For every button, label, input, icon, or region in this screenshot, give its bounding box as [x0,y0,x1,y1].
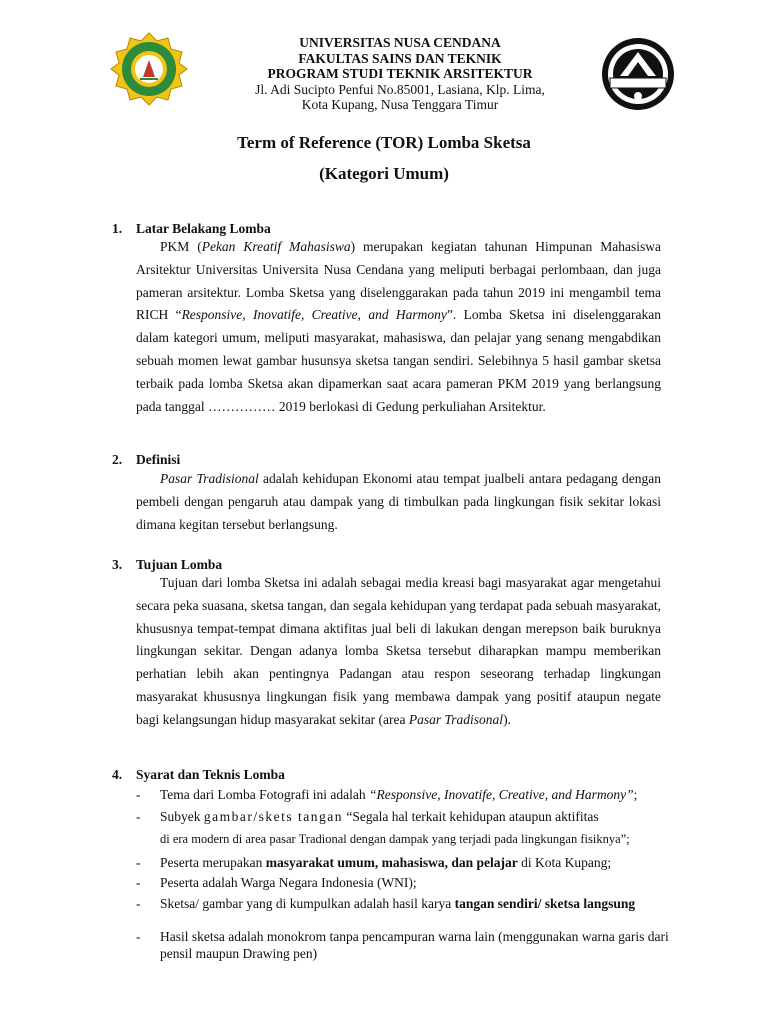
section-2-paragraph: Pasar Tradisional adalah kehidupan Ekonomi atau tempat jualbeli antara pedagang dengan pembeli dengan pengaruh atau dampak yang di timbulkan pada lingkungan fisik sekitar lokasi dimana kegitan tersebut berlangsung. [136,471,661,532]
architecture-student-association-logo-icon [598,36,678,112]
university-logo-icon [103,32,195,106]
section-heading-1: 1. Latar Belakang Lomba [112,221,271,236]
section-heading-3: 3. Tujuan Lomba [112,557,223,572]
section-heading-2: 2. Definisi [112,452,181,467]
letterhead-faculty: FAKULTAS SAINS DAN TEKNIK [298,50,502,66]
list-item: - Peserta adalah Warga Negara Indonesia (WNI); [136,873,676,894]
requirements-list [136,785,676,962]
letterhead-address-2: Kota Kupang, Nusa Tenggara Timur [301,97,499,112]
list-item: - Hasil sketsa adalah monokrom tanpa pencampuran warna lain (menggunakan warna garis dari pensil maupun Drawing pen) [136,928,676,962]
list-item: - Tema dari Lomba Fotografi ini adalah “Responsive, Inovatife, Creative, and Harmony”; [136,785,676,806]
section-3-paragraph: Tujuan dari lomba Sketsa ini adalah sebagai media kreasi bagi masyarakat agar mengetahui secara peka suasana, sketsa tangan, dan segala kehidupan yang terdapat pada sebuah masyarakat, khususnya tempat-tempat dimana aktifitas jual beli di lakukan dengan merepson baik buruknya lingkungan sekitar. Dengan adanya lomba Sketsa tersebut diharapkan mampu memberikan perhatian lebih akan pentingnya Padangan atau respon seseorang terhadap lingkungan masyarakat khususnya lingkungan fisik yang membawa dampak yang positif ataupun negate bagi kelangsungan hidup masyarakat sekitar (area Pasar Tradisonal). [136,575,661,727]
document-title: Term of Reference (TOR) Lomba Sketsa [237,133,531,152]
letterhead [200,35,600,113]
document-subtitle: (Kategori Umum) [319,164,449,183]
list-item: - Peserta merupakan masyarakat umum, mahasiswa, dan pelajar di Kota Kupang; [136,853,676,874]
letterhead-program: PROGRAM STUDI TEKNIK ARSITEKTUR [267,66,533,81]
letterhead-university: UNIVERSITAS NUSA CENDANA [299,35,501,50]
list-item: - Subyek gambar/skets tangan “Segala hal terkait kehidupan ataupun aktifitas di era modern di area pasar Tradional dengan dampak yang terjadi pada lingkungan fisiknya”; [136,806,676,850]
section-heading-4: 4. Syarat dan Teknis Lomba [112,767,285,782]
section-1-paragraph: PKM (Pekan Kreatif Mahasiswa) merupakan kegiatan tahunan Himpunan Mahasiswa Arsitektur Universitas Universita Nusa Cendana yang meliputi berbagai perlombaan, dan juga pameran arsitektur. Lomba Sketsa yang diselenggarakan pada tahun 2019 ini mengambil tema RICH “Responsive, Inovatife, Creative, and Harmony”. Lomba Sketsa ini diselenggarakan dalam kategori umum, meliputi masyarakat, mahasiswa, dan pelajar yang senang mengabdikan sebuah momen lewat gambar husunsya sketsa tangan sendiri. Selebihnya 5 hasil gambar sketsa terbaik pada lomba Sketsa akan dipamerkan saat acara pameran PKM 2019 yang berlangsung pada tanggal …………… 2019 berlokasi di Gedung perkuliahan Arsitektur. [136,239,661,414]
list-item: - Sketsa/ gambar yang di kumpulkan adalah hasil karya tangan sendiri/ sketsa langsung [136,894,676,915]
letterhead-address-1: Jl. Adi Sucipto Penfui No.85001, Lasiana, Klp. Lima, [255,81,545,97]
